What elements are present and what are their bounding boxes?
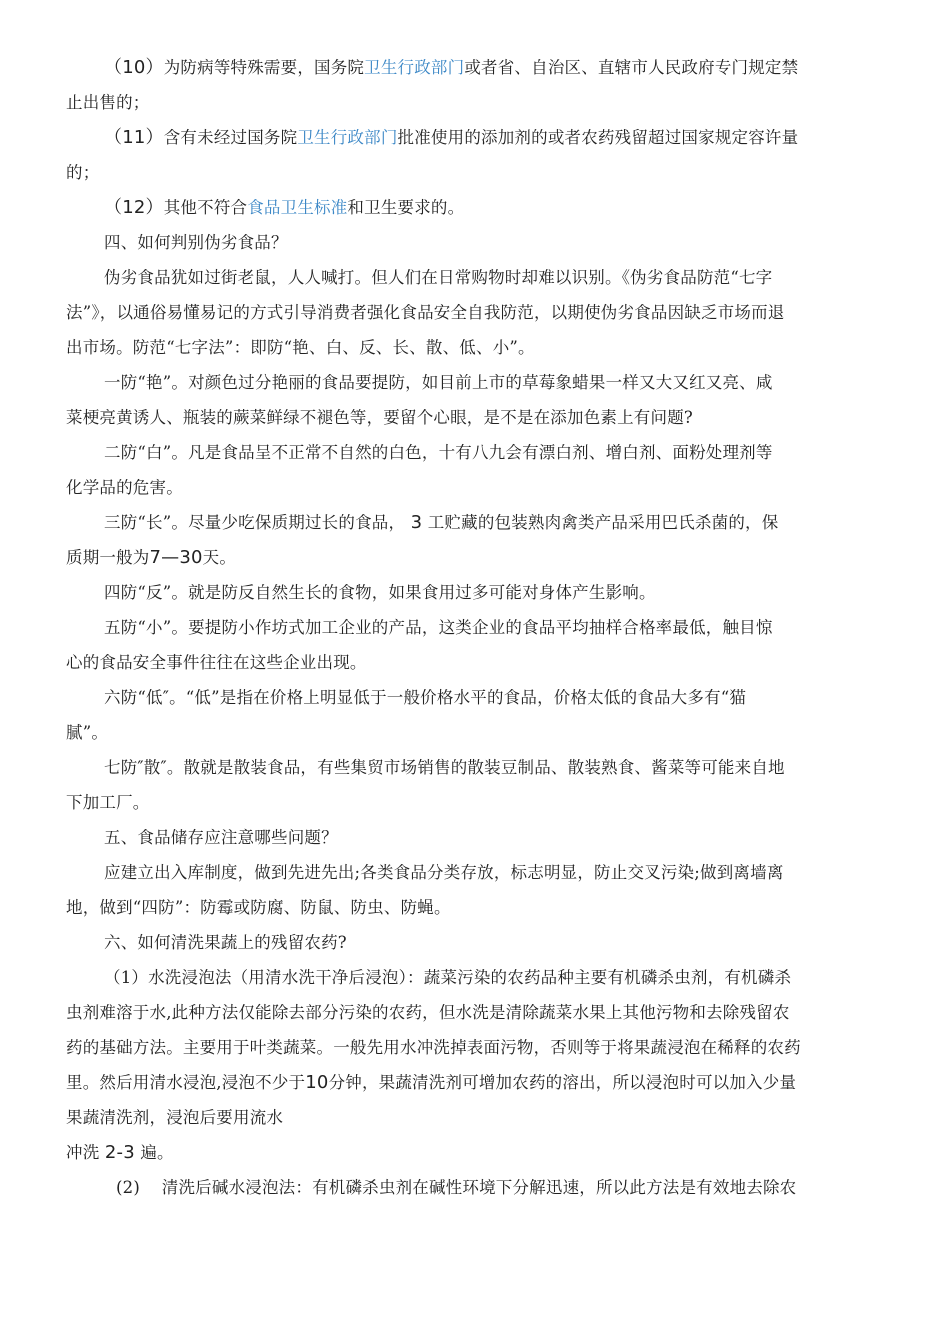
rule-chang-text-a: 三防“长”。尽量少吃保质期过长的食品， (104, 513, 406, 532)
method-1-line: 药的基础方法。主要用于叶类蔬菜。一般先用水冲洗掉表面污物，否则等于将果蔬浸泡在稀释的农药 (66, 1038, 801, 1057)
rule-chang-text-d: 天。 (202, 548, 237, 567)
item-10-line-2: 止出售的； (66, 93, 150, 112)
rule-chang-line-2 (66, 546, 236, 570)
item-11-line-2: 的； (66, 163, 100, 182)
method-2-line (116, 1176, 796, 1200)
rule-san-line: 七防″散″。散就是散装食品，有些集贸市场销售的散装豆制品、散装熟食、酱菜等可能来自地 (104, 758, 785, 777)
method-1-text-d: 遍。 (140, 1143, 174, 1162)
section-5-para-line: 地，做到“四防”：防霉或防腐、防鼠、防虫、防蝇。 (66, 898, 451, 917)
rule-chang-line-1 (104, 511, 778, 535)
section-5-para-line: 应建立出入库制度，做到先进先出;各类食品分类存放，标志明显，防止交叉污染;做到离墙离 (104, 863, 784, 882)
item-11-number: （11） (104, 127, 164, 148)
section-4-para-line: 伪劣食品犹如过街老鼠，人人喊打。但人们在日常购物时却难以识别。《伪劣食品防范“七字 (104, 268, 773, 287)
rule-di-line: 六防“低″。“低”是指在价格上明显低于一般价格水平的食品，价格太低的食品大多有“猫 (104, 688, 747, 707)
method-2-number: (2) (116, 1178, 140, 1197)
method-1-text-a: 里。然后用清水浸泡,浸泡不少于 (66, 1073, 306, 1092)
health-admin-link[interactable]: 卫生行政部门 (364, 58, 465, 77)
item-10-text-post: 或者省、自治区、直辖市人民政府专门规定禁 (464, 58, 799, 77)
method-2-text: 清洗后碱水浸泡法：有机磷杀虫剂在碱性环境下分解迅速，所以此方法是有效地去除农 (161, 1178, 797, 1197)
rule-chang-text-c: 质期一般为 (66, 548, 150, 567)
rule-xiao-line: 五防“小”。要提防小作坊式加工企业的产品，这类企业的食品平均抽样合格率最低，触目惊 (104, 618, 773, 637)
rule-xiao-line: 心的食品安全事件往往在这些企业出现。 (66, 653, 367, 672)
section-4-heading: 四、如何判别伪劣食品？ (104, 233, 288, 252)
section-5-heading: 五、食品储存应注意哪些问题？ (104, 828, 338, 847)
item-11-text-pre: 含有未经过国务院 (163, 128, 298, 147)
shelf-life-range: 7—30 (149, 547, 203, 568)
item-10-text-pre: 为防病等特殊需要，国务院 (163, 58, 365, 77)
rinse-count: 2-3 (104, 1142, 135, 1163)
rule-bai-line: 化学品的危害。 (66, 478, 183, 497)
item-10-line-1 (104, 56, 798, 80)
section-4-para-line: 出市场。防范“七字法”：即防“艳、白、反、长、散、低、小”。 (66, 338, 535, 357)
item-12-number: （12） (104, 197, 164, 218)
section-4-para-line: 法”》，以通俗易懂易记的方式引导消费者强化食品安全自我防范，以期使伪劣食品因缺乏市场而退 (66, 303, 785, 322)
item-11-line-1 (104, 126, 798, 150)
method-1-text-c: 冲洗 (66, 1143, 100, 1162)
item-10-number: （10） (104, 57, 164, 78)
rule-chang-number: 3 (410, 512, 423, 533)
method-1-line-5: 果蔬清洗剂，浸泡后要用流水 (66, 1108, 284, 1127)
method-1-line-4 (66, 1071, 796, 1095)
rule-fan-line: 四防“反”。就是防反自然生长的食物，如果食用过多可能对身体产生影响。 (104, 583, 656, 602)
item-12-text-pre: 其他不符合 (163, 198, 248, 217)
section-6-heading: 六、如何清洗果蔬上的残留农药? (104, 933, 347, 952)
rule-bai-line: 二防“白”。凡是食品呈不正常不自然的白色，十有八九会有漂白剂、增白剂、面粉处理剂等 (104, 443, 773, 462)
item-11-text-post: 批准使用的添加剂的或者农药残留超过国家规定容许量 (397, 128, 799, 147)
soak-minutes: 10 (305, 1072, 329, 1093)
rule-san-line: 下加工厂。 (66, 793, 150, 812)
health-admin-link[interactable]: 卫生行政部门 (297, 128, 398, 147)
method-1-text-b: 分钟，果蔬清洗剂可增加农药的溶出，所以浸泡时可以加入少量 (328, 1073, 797, 1092)
method-1-line: （1）水洗浸泡法（用清水洗干净后浸泡）：蔬菜污染的农药品种主要有机磷杀虫剂，有机磷杀 (104, 968, 792, 987)
item-12-text-post: 和卫生要求的。 (347, 198, 465, 217)
food-hygiene-standard-link[interactable]: 食品卫生标准 (247, 198, 348, 217)
method-1-line-6 (66, 1141, 174, 1165)
method-1-line: 虫剂难溶于水,此种方法仅能除去部分污染的农药，但水洗是清除蔬菜水果上其他污物和去除残留农 (66, 1003, 790, 1022)
rule-yan-line: 菜梗亮黄诱人、瓶装的蕨菜鲜绿不褪色等，要留个心眼，是不是在添加色素上有问题? (66, 408, 693, 427)
item-12-line (104, 196, 464, 220)
rule-yan-line: 一防“艳”。对颜色过分艳丽的食品要提防，如目前上市的草莓象蜡果一样又大又红又亮、咸 (104, 373, 773, 392)
rule-di-line: 腻”。 (66, 723, 109, 742)
rule-chang-text-b: 工贮藏的包装熟肉禽类产品采用巴氏杀菌的，保 (427, 513, 779, 532)
